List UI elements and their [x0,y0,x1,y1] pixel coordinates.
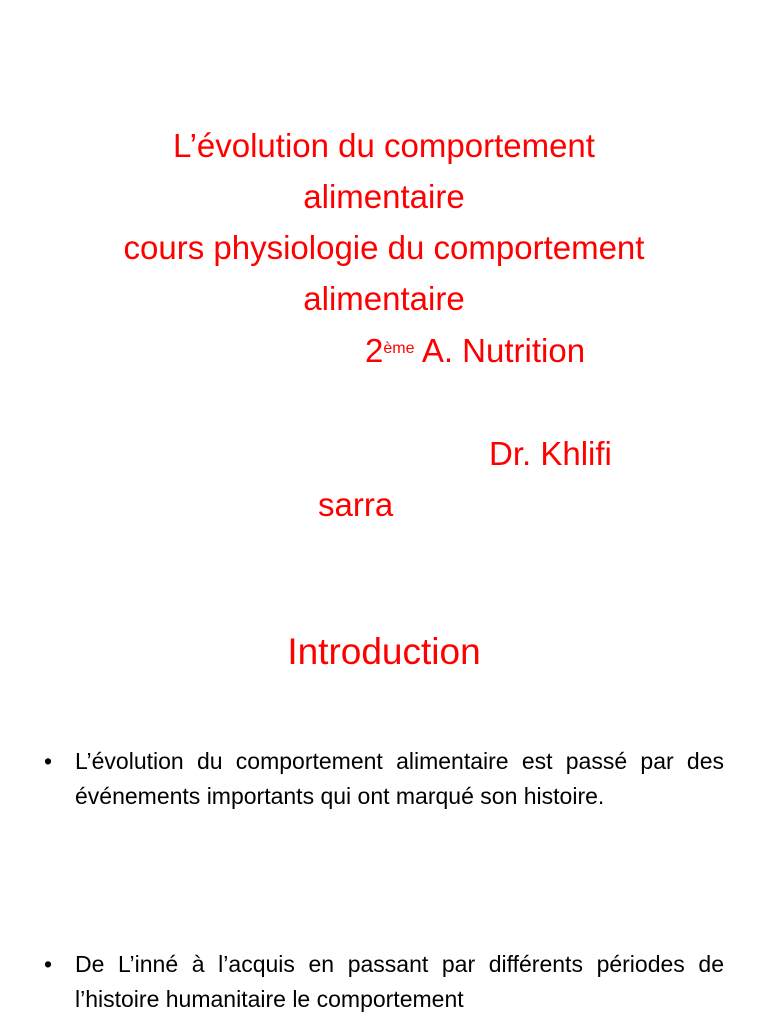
title-line-4: alimentaire [303,280,465,317]
course-year-superscript: ème [383,340,415,357]
title-line-3: cours physiologie du comportement [123,229,645,266]
author-firstname: sarra [318,486,394,523]
bullet-text: L’évolution du comportement alimentaire est passé par des événements importants qui ont marqué son histoire. [75,748,724,809]
bullet-dot: • [44,951,53,977]
bullet-item-1 [44,744,724,814]
course-year [365,331,585,371]
title-line-2: alimentaire [303,178,465,215]
course-year-rest: A. Nutrition [414,332,586,369]
bullet-item-2 [44,947,724,1017]
bullet-dot: • [44,748,53,774]
section-heading: Introduction [287,631,481,672]
course-year-number: 2 [365,332,384,369]
bullet-text: De L’inné à l’acquis en passant par différents périodes de l’histoire humanitaire le comportement [75,951,724,1012]
title-line-1: L’évolution du comportement [173,127,595,164]
author-name: Dr. Khlifi [489,435,612,472]
